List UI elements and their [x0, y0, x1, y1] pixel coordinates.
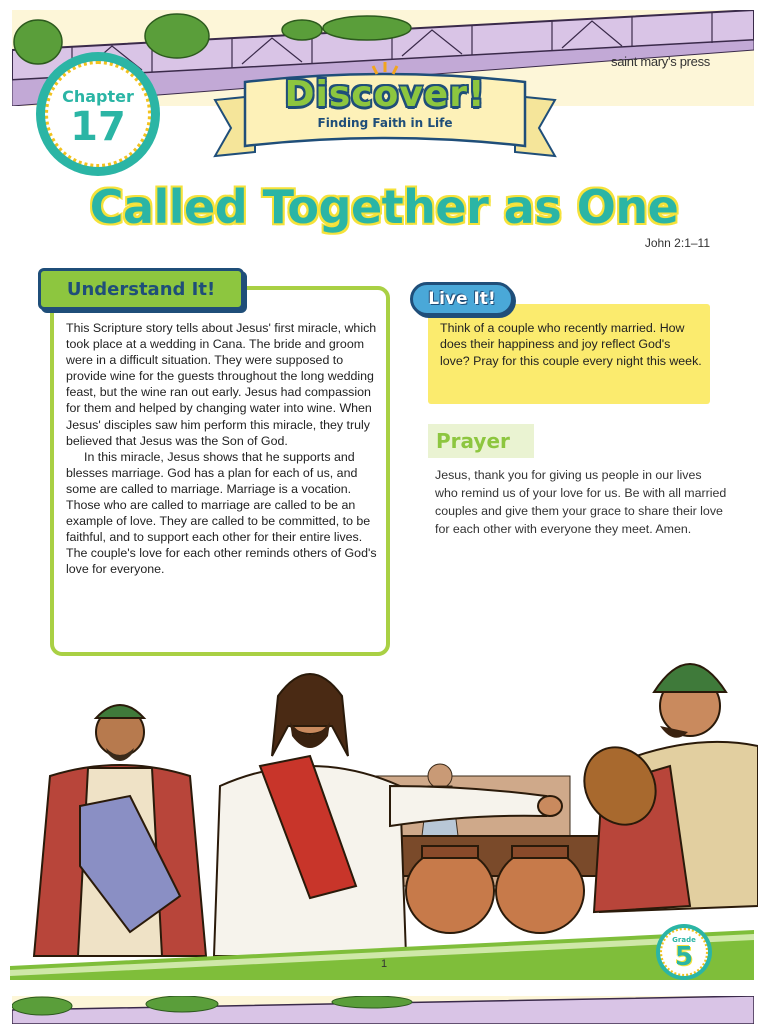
- understand-it-heading-tab: [38, 268, 244, 310]
- discover-banner: [205, 60, 565, 170]
- scripture-reference: John 2:1–11: [644, 236, 710, 250]
- chapter-badge: [36, 52, 160, 176]
- grade-number: 5: [674, 942, 694, 972]
- publisher-name: saint mary's press: [611, 54, 710, 69]
- prayer-heading-box: [428, 424, 534, 458]
- live-it-heading-tab: [410, 282, 514, 316]
- chapter-number: 17: [70, 103, 126, 150]
- discover-title: Discover!: [284, 74, 486, 115]
- bottom-wall-illustration: [12, 996, 754, 1024]
- live-it-heading: Live It!: [428, 289, 496, 309]
- wedding-at-cana-illustration: [10, 636, 758, 966]
- prayer-body: Jesus, thank you for giving us people in our lives who remind us of your love for us. Be with all married couples and give them your grace to share their love for each other with everyone they meet. Amen.: [435, 468, 727, 536]
- grade-badge: [656, 924, 712, 980]
- live-it-body: Think of a couple who recently married. How does their happiness and joy reflect God's love? Pray for this couple every night this week.: [440, 321, 702, 368]
- page-title: Called Together as One: [89, 180, 679, 234]
- understand-it-heading: Understand It!: [66, 278, 216, 300]
- understand-it-paragraph: This Scripture story tells about Jesus' first miracle, which took place at a wedding in Cana. The bride and groom were in a difficult situation. They were supposed to provide wine for the guests throughout the long wedding feast, but the wine ran out early. Jesus had compassion for them and helped by changing water into wine. When Jesus' disciples saw him perform this miracle, they truly believed that Jesus was the Son of God.: [66, 321, 377, 448]
- green-ground-band: [10, 930, 754, 980]
- discover-subtitle: Finding Faith in Life: [317, 116, 453, 130]
- grade-label: Grade: [672, 936, 696, 944]
- understand-it-body: [66, 320, 382, 578]
- chapter-label: Chapter: [62, 86, 134, 106]
- prayer-heading: Prayer: [436, 429, 510, 453]
- understand-it-paragraph: In this miracle, Jesus shows that he supports and blesses marriage. God has a plan for each of us, and some are called to marriage. Marriage is a vocation. Those who are called to marriage are called to be an example of love. They are called to be committed, to be faithful, and to support each other for their entire lives. The couple's love for each other reminds others of God's love for everyone.: [66, 449, 377, 577]
- page-number: 1: [380, 958, 388, 970]
